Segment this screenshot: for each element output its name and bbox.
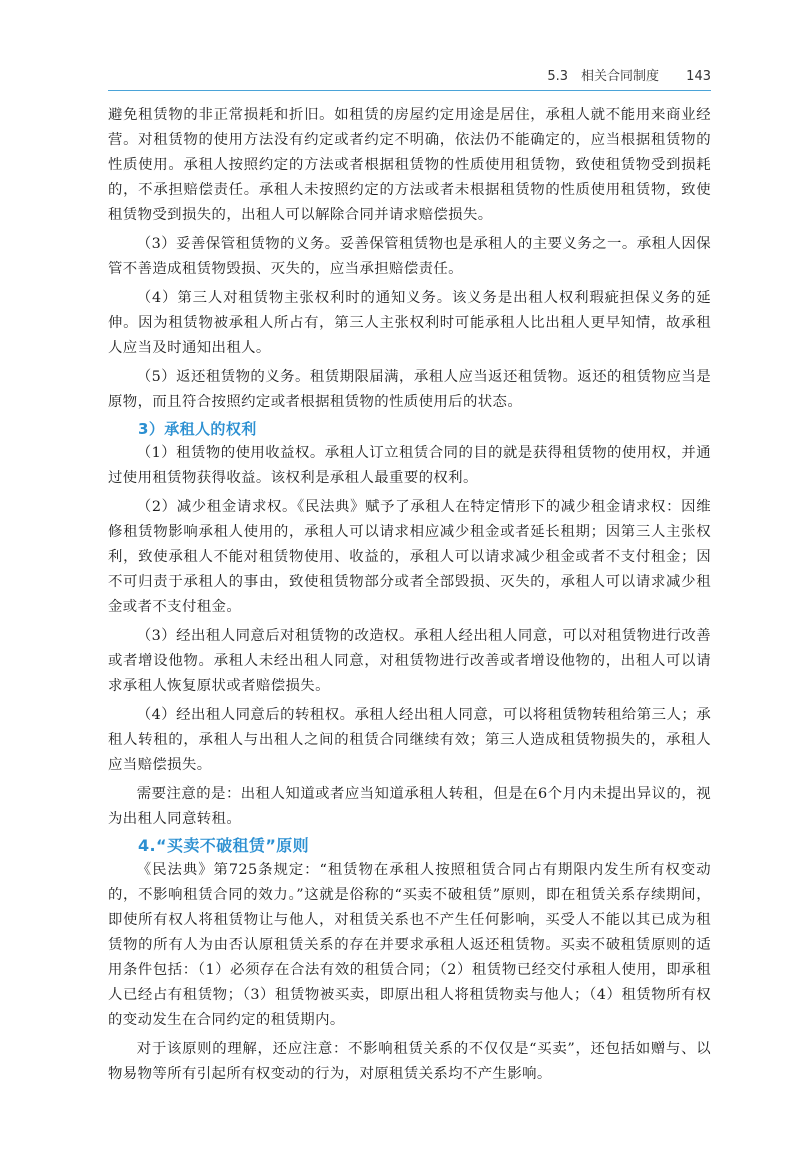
paragraph-article-725: 《民法典》第725条规定：“租赁物在承租人按照租赁合同占有期限内发生所有权变动的，不影响租赁合同的效力。”这就是俗称的“买卖不破租赁”原则，即在租赁关系存续期间，即使所有权人将租赁物让与他人，对租赁关系也不产生任何影响，买受人不能以其已成为租赁物的所有人为由否认原租赁关系的存在并要求承租人返还租赁物。买卖不破租赁原则的适用条件包括：（1）必须存在合法有效的租赁合同；（2）租赁物已经交付承租人使用，即承租人已经占有租赁物；（3）租赁物被买卖，即原出租人将租赁物卖与他人；（4）租赁物所有权的变动发生在合同约定的租赁期内。 [108,862,711,1028]
page-header [108,64,711,91]
paragraph-understanding: 对于该原则的理解，还应注意：不影响租赁关系的不仅仅是“买卖”，还包括如赠与、以物易物等所有引起所有权变动的行为，对原租赁关系均不产生影响。 [108,1041,711,1082]
heading-sale-principle: 4.“买卖不破租赁”原则 [138,836,310,855]
paragraph-right-reduce-rent: （2）减少租金请求权。《民法典》赋予了承租人在特定情形下的减少租金请求权：因维修租赁物影响承租人使用的，承租人可以请求相应减少租金或者延长租期；因第三人主张权利，致使承租人不能对租赁物使用、收益的，承租人可以请求减少租金或者不支付租金；因不可归责于承租人的事由，致使租赁物部分或者全部毁损、灭失的，承租人可以请求减少租金或者不支付租金。 [108,499,711,615]
page-body [108,103,711,1087]
section-title: 5.3 相关合同制度 [547,69,659,84]
page-number: 143 [686,69,711,84]
paragraph-duty-return: （5）返还租赁物的义务。租赁期限届满，承租人应当返还租赁物。返还的租赁物应当是原物，而且符合按照约定或者根据租赁物的性质使用后的状态。 [108,369,711,410]
paragraph-right-use: （1）租赁物的使用收益权。承租人订立租赁合同的目的就是获得租赁物的使用权，并通过使用租赁物获得收益。该权利是承租人最重要的权利。 [108,445,711,486]
paragraph-right-improve: （3）经出租人同意后对租赁物的改造权。承租人经出租人同意，可以对租赁物进行改善或者增设他物。承租人未经出租人同意，对租赁物进行改善或者增设他物的，出租人可以请求承租人恢复原状或者赔偿损失。 [108,628,711,694]
paragraph-continued: 避免租赁物的非正常损耗和折旧。如租赁的房屋约定用途是居住，承租人就不能用来商业经营。对租赁物的使用方法没有约定或者约定不明确，依法仍不能确定的，应当根据租赁物的性质使用。承租人按照约定的方法或者根据租赁物的性质使用租赁物，致使租赁物受到损耗的，不承担赔偿责任。承租人未按照约定的方法或者未根据租赁物的性质使用租赁物，致使租赁物受到损失的，出租人可以解除合同并请求赔偿损失。 [108,107,711,223]
heading-lessee-rights: 3）承租人的权利 [138,420,257,438]
paragraph-right-sublease: （4）经出租人同意后的转租权。承租人经出租人同意，可以将租赁物转租给第三人；承租人转租的，承租人与出租人之间的租赁合同继续有效；第三人造成租赁物损失的，承租人应当赔偿损失。 [108,707,711,773]
paragraph-note: 需要注意的是：出租人知道或者应当知道承租人转租，但是在6个月内未提出异议的，视为出租人同意转租。 [108,786,711,827]
paragraph-duty-safekeeping: （3）妥善保管租赁物的义务。妥善保管租赁物也是承租人的主要义务之一。承租人因保管不善造成租赁物毁损、灭失的，应当承担赔偿责任。 [108,236,711,277]
paragraph-duty-notify: （4）第三人对租赁物主张权利时的通知义务。该义务是出租人权利瑕疵担保义务的延伸。因为租赁物被承租人所占有，第三人主张权利时可能承租人比出租人更早知情，故承租人应当及时通知出租人。 [108,290,711,356]
